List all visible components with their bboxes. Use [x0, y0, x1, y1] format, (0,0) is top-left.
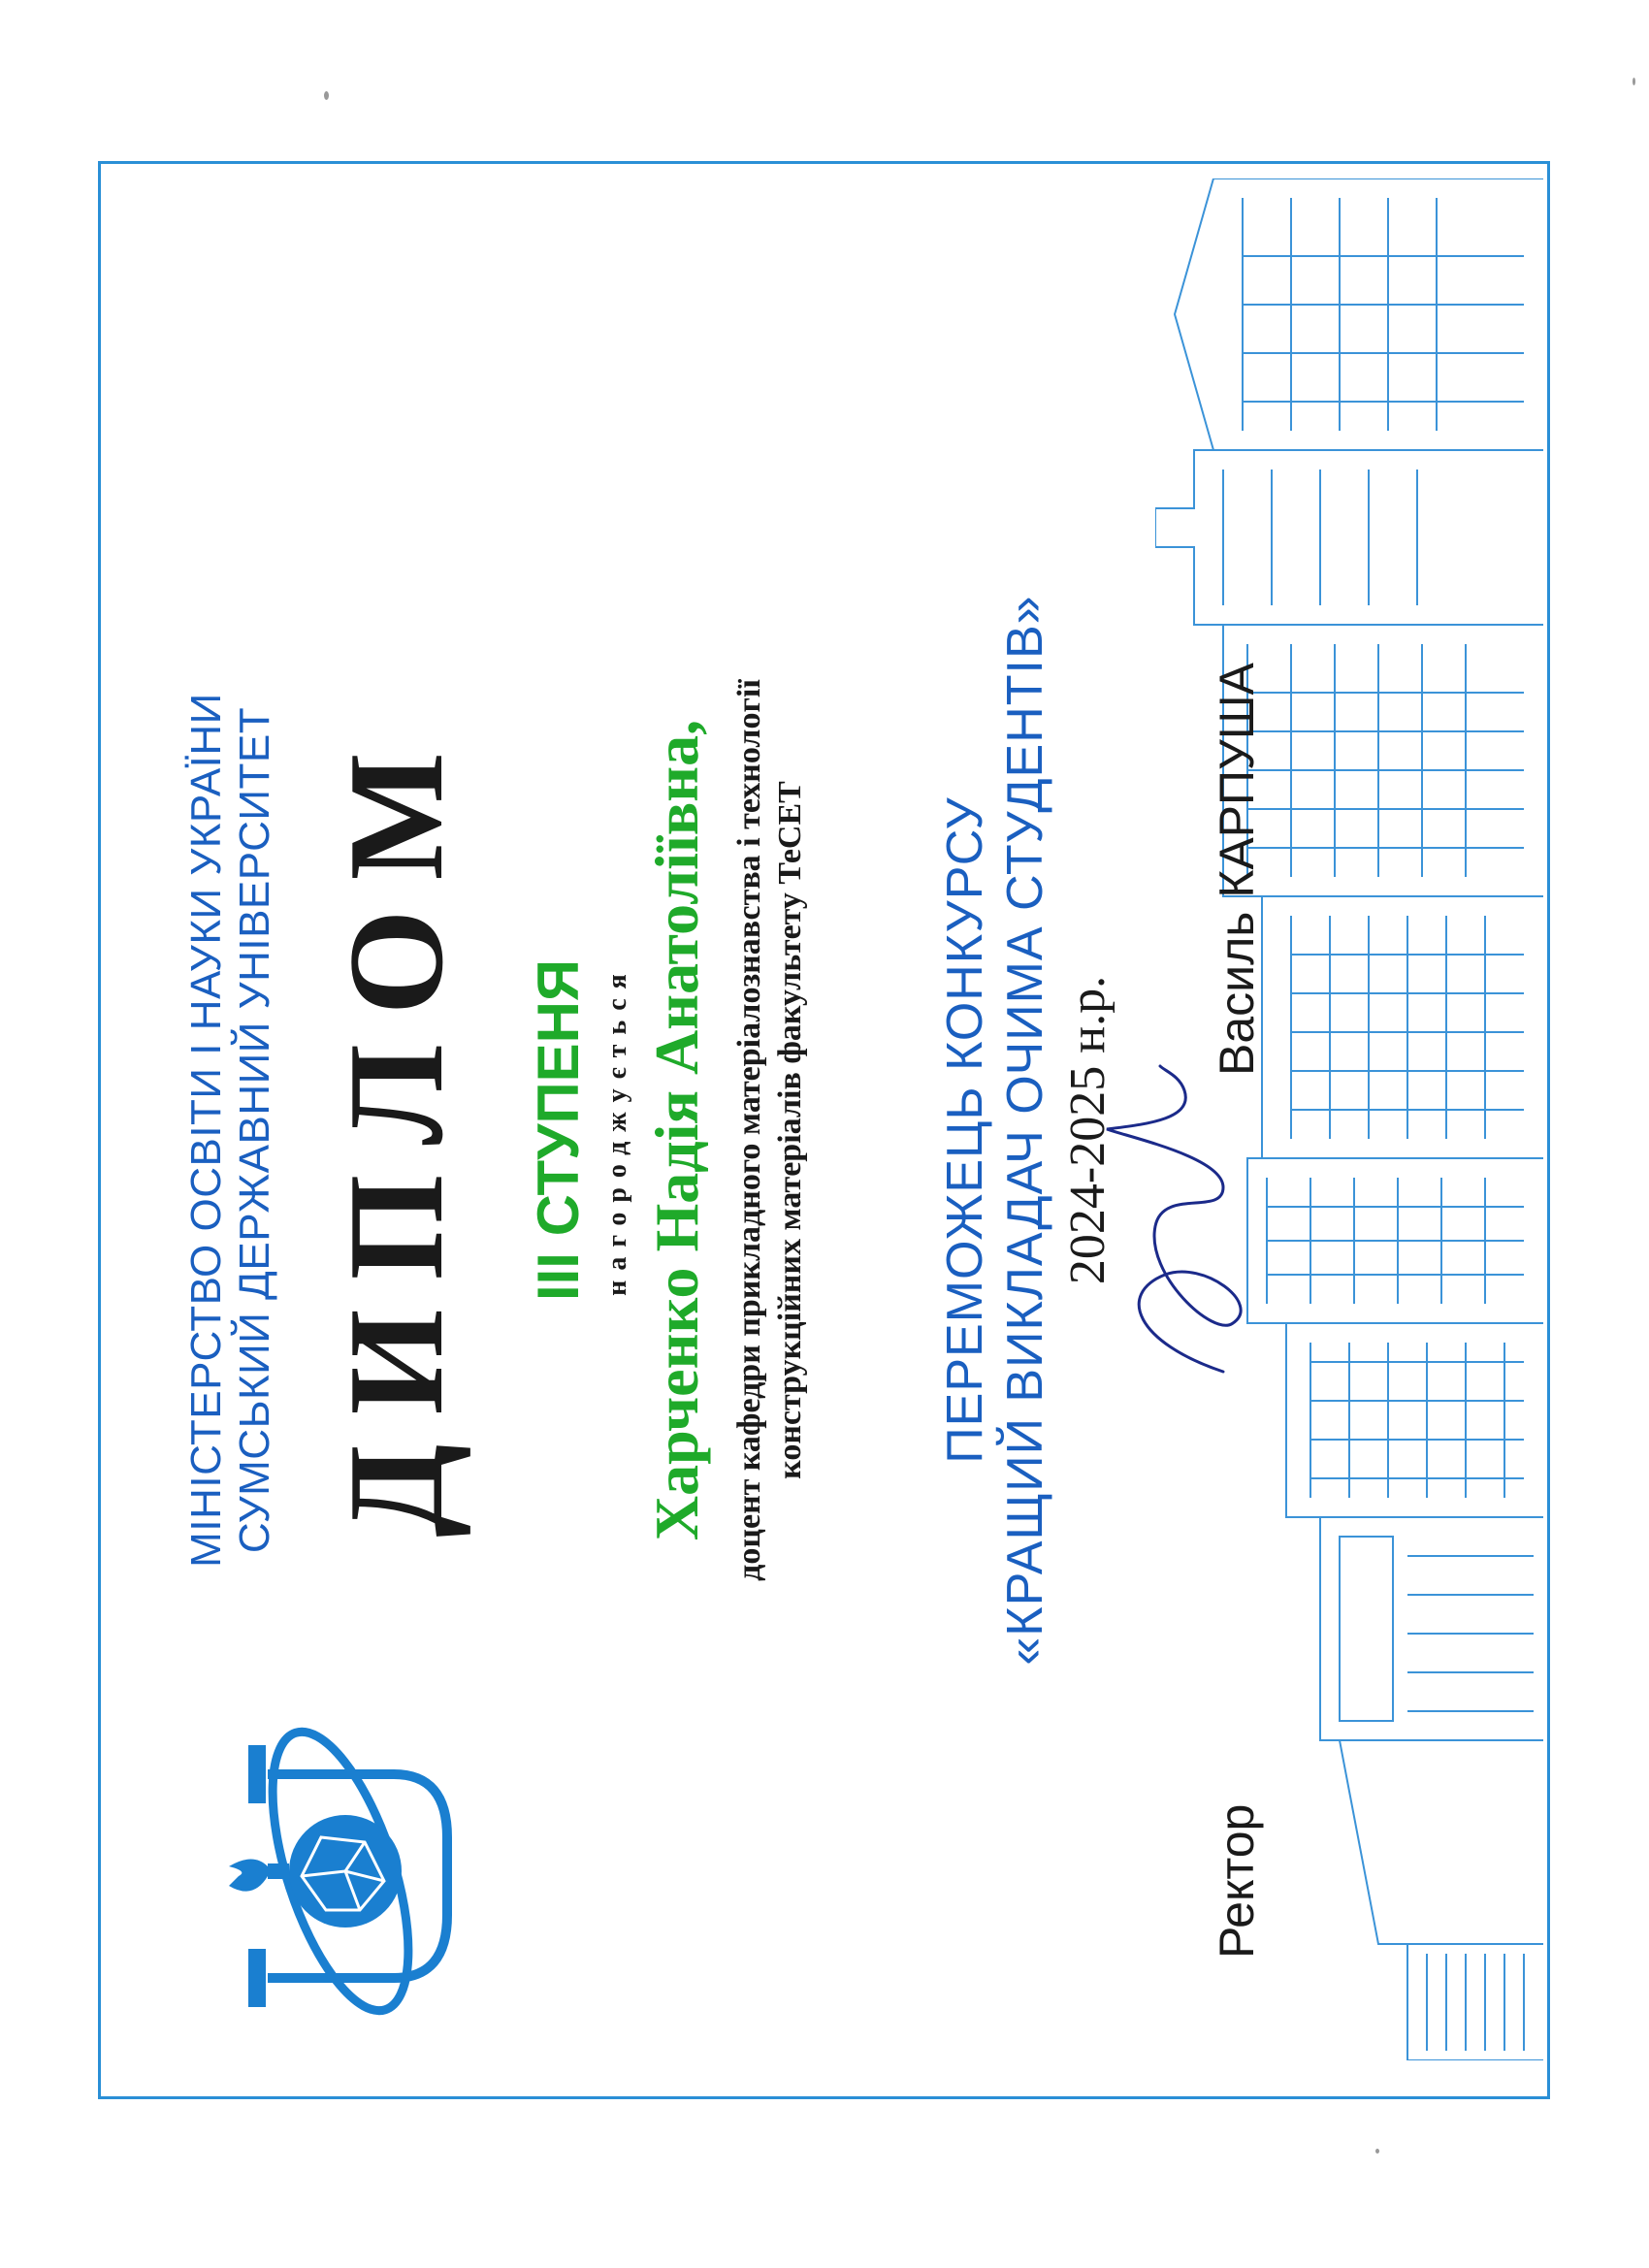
recipient-position-line-1: доцент кафедри прикладного матеріалознавства і технології: [731, 679, 767, 1581]
awarded-label: нагороджується: [602, 964, 632, 1296]
academic-year: 2024-2025 н.р.: [1060, 975, 1116, 1285]
rector-label: Ректор: [1210, 1803, 1264, 1959]
university-title: СУМСЬКИЙ ДЕРЖАВНИЙ УНІВЕРСИТЕТ: [231, 706, 278, 1554]
contest-name: «КРАЩИЙ ВИКЛАДАЧ ОЧИМА СТУДЕНТІВ»: [997, 595, 1053, 1666]
signature-icon: [1078, 1061, 1291, 1381]
ministry-title: МІНІСТЕРСТВО ОСВІТИ І НАУКИ УКРАЇНИ: [182, 693, 230, 1568]
diploma-title: ДИПЛОМ: [321, 723, 471, 1538]
degree-label: ІІІ СТУПЕНЯ: [526, 958, 591, 1302]
scan-speck: [324, 91, 329, 100]
scan-speck: [1633, 78, 1635, 85]
rector-name: Василь КАРПУША: [1210, 663, 1264, 1076]
recipient-name: Харченко Надія Анатоліївна,: [642, 719, 711, 1541]
diploma-content: [98, 161, 1550, 2099]
recipient-position-line-2: конструкційних матеріалів факультету ТеСЕТ: [772, 781, 808, 1479]
scan-speck: [1375, 2149, 1379, 2154]
winner-label: ПЕРЕМОЖЕЦЬ КОНКУРСУ: [937, 796, 993, 1464]
